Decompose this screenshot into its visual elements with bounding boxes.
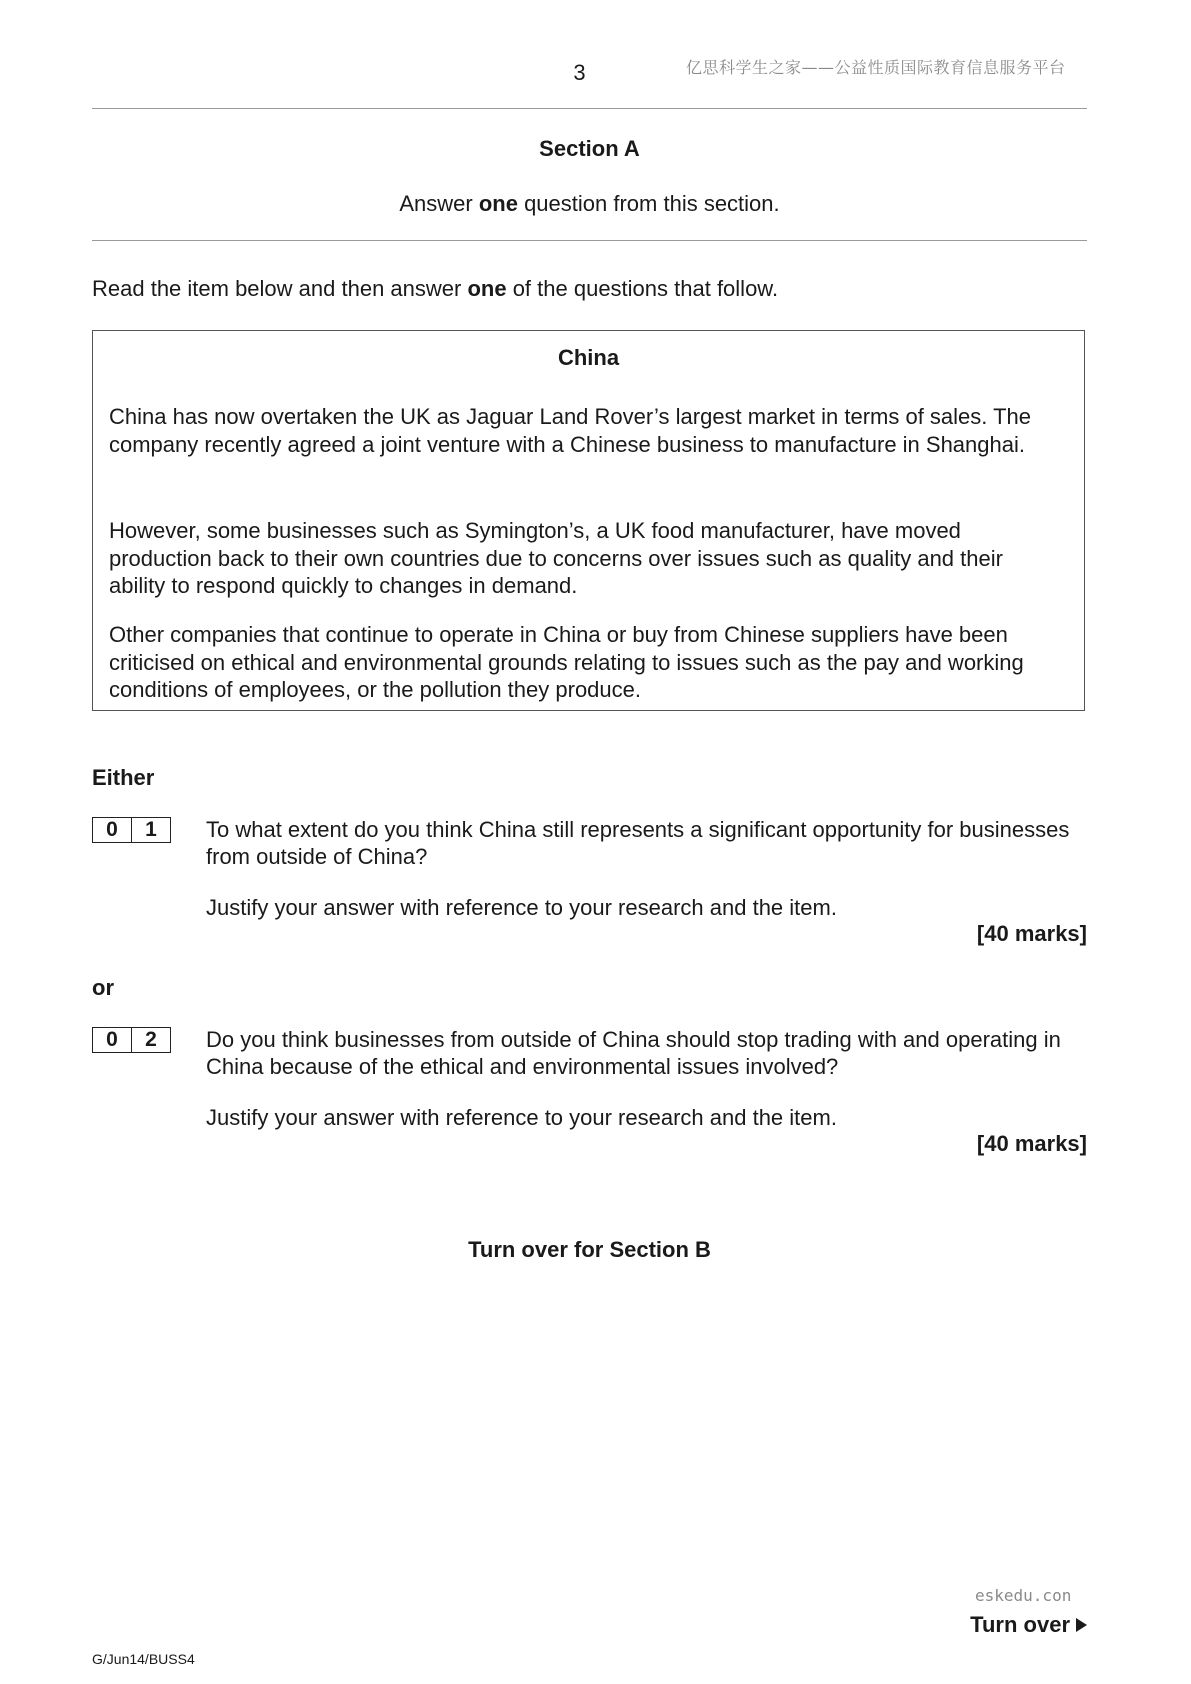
- either-label: Either: [92, 765, 155, 790]
- question-digit: 0: [106, 818, 118, 841]
- question-digit: 1: [131, 818, 170, 842]
- or-label: or: [92, 975, 114, 1000]
- section-instruction: Answer one question from this section.: [399, 191, 780, 216]
- watermark-text: 亿思科学生之家——公益性质国际教育信息服务平台: [686, 58, 1066, 77]
- page-number: 3: [573, 60, 586, 85]
- question-text: Do you think businesses from outside of China should stop trading with and operating in China because of the ethical and environmental issues involved?: [206, 1027, 1061, 1079]
- item-paragraph: However, some businesses such as Symington’s, a UK food manufacturer, have moved production back to their own countries due to concerns over issues such as quality and their ability to respond quickly to changes in demand.: [109, 518, 1003, 598]
- turn-over-text: Turn over: [970, 1612, 1070, 1637]
- question-digit: 2: [131, 1028, 170, 1052]
- marks-label: [40 marks]: [976, 921, 1087, 946]
- item-box: [92, 330, 1085, 711]
- paper-code: G/Jun14/BUSS4: [92, 1651, 195, 1667]
- question-justify: Justify your answer with reference to your research and the item.: [206, 895, 837, 920]
- intro-text: Read the item below and then answer one of the questions that follow.: [92, 276, 779, 301]
- divider: [92, 108, 1087, 109]
- question-justify: Justify your answer with reference to your research and the item.: [206, 1105, 837, 1130]
- arrow-right-icon: [1076, 1618, 1087, 1632]
- instruction-emphasis: one: [478, 191, 518, 216]
- item-paragraph: China has now overtaken the UK as Jaguar Land Rover’s largest market in terms of sales. The company recently agreed a joint venture with a Chinese business to manufacture in Shanghai.: [109, 404, 1032, 457]
- question-number-box: [92, 817, 171, 843]
- item-paragraph: Other companies that continue to operate in China or buy from Chinese suppliers have been criticised on ethical and environmental grounds relating to issues such as the pay and working conditions of employees, or the pollution they produce.: [109, 622, 1024, 702]
- question-text: To what extent do you think China still represents a significant opportunity for businesses from outside of China?: [206, 817, 1070, 869]
- marks-label: [40 marks]: [976, 1131, 1087, 1156]
- turn-over-label: [970, 1612, 1087, 1638]
- item-title: China: [557, 345, 620, 370]
- question-digit: 0: [106, 1028, 118, 1051]
- turn-over-section-note: Turn over for Section B: [468, 1237, 711, 1262]
- section-heading: Section A: [539, 136, 640, 161]
- footer-watermark: eskedu.con: [975, 1586, 1072, 1605]
- intro-emphasis: one: [467, 276, 507, 301]
- question-number-box: [92, 1027, 171, 1053]
- divider: [92, 240, 1087, 241]
